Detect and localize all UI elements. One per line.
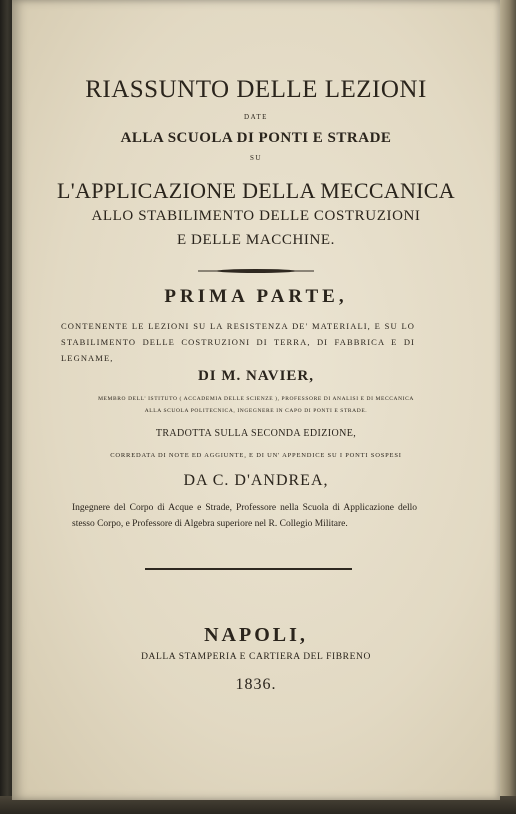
part-description: CONTENENTE LE LEZIONI SU LA RESISTENZA DE' MATERIALI, E SU LO STABILIMENTO DELLE COSTRUZIONI DI TERRA, DI FABBRICA E DI LEGNAME, bbox=[61, 321, 415, 363]
imprint-year: 1836. bbox=[235, 676, 277, 693]
imprint-printer: DALLA STAMPERIA E CARTIERA DEL FIBRENO bbox=[141, 652, 371, 662]
author-credentials-1: MEMBRO DELL' ISTITUTO ( ACCADEMIA DELLE SCIENZE ), PROFESSORE DI ANALISI E DI MECCANICA bbox=[98, 396, 414, 402]
translator-name: DA C. D'ANDREA, bbox=[183, 472, 329, 489]
part-heading: PRIMA PARTE, bbox=[164, 286, 348, 307]
divider-rule bbox=[145, 568, 352, 570]
title-connector-date: DATE bbox=[244, 113, 268, 121]
author-name: DI M. NAVIER, bbox=[197, 368, 315, 384]
author-credentials-2: ALLA SCUOLA POLITECNICA, INGEGNERE IN CAPO DI PONTI E STRADE. bbox=[144, 408, 368, 414]
imprint-city: NAPOLI, bbox=[204, 624, 308, 646]
page-edge bbox=[500, 0, 516, 814]
main-title: RIASSUNTO DELLE LEZIONI bbox=[85, 76, 427, 103]
subject-subtitle-2: E DELLE MACCHINE. bbox=[176, 232, 336, 248]
translator-credentials: Ingegnere del Corpo di Acque e Strade, Professore nella Scuola di Applicazione dello stesso Corpo, e Professore di Algebra superiore nel R. Collegio Militare. bbox=[72, 503, 417, 529]
book-spine bbox=[0, 0, 12, 814]
ornamental-rule bbox=[198, 268, 314, 274]
title-connector-su: SU bbox=[250, 154, 262, 162]
title-page bbox=[12, 0, 500, 800]
school-name: ALLA SCUOLA DI PONTI E STRADE bbox=[120, 130, 392, 146]
subject-subtitle-1: ALLO STABILIMENTO DELLE COSTRUZIONI bbox=[91, 208, 421, 224]
supplement-note: CORREDATA DI NOTE ED AGGIUNTE, E DI UN' APPENDICE SU I PONTI SOSPESI bbox=[110, 452, 402, 459]
subject-title: L'APPLICAZIONE DELLA MECCANICA bbox=[57, 178, 455, 203]
translation-note: TRADOTTA SULLA SECONDA EDIZIONE, bbox=[155, 428, 357, 439]
